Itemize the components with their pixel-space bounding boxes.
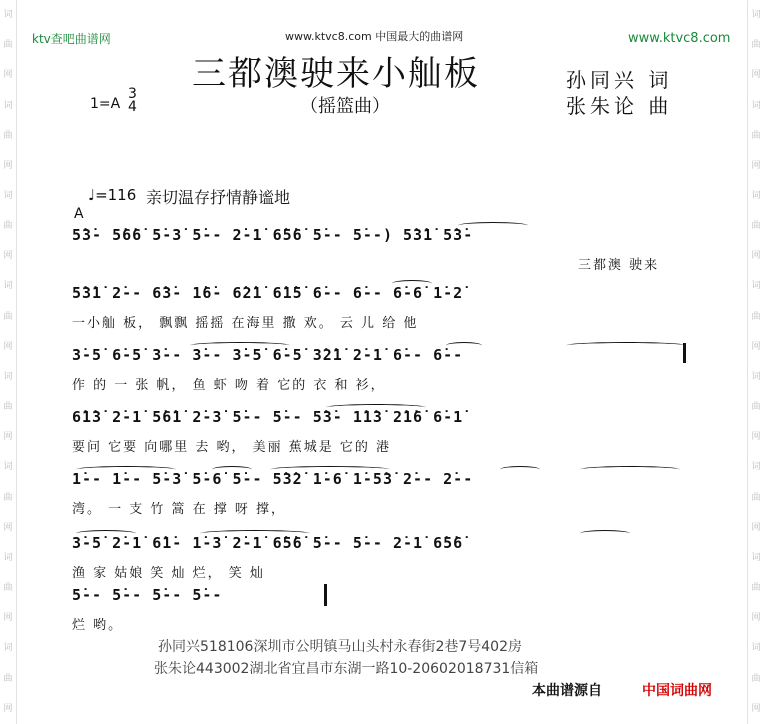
watermark-char: 曲 bbox=[751, 130, 761, 141]
right-watermark-strip bbox=[748, 0, 764, 724]
lyrics-line: 一小舢 板， 飘飘 摇摇 在海里 撒 欢。 云 儿 给 他 bbox=[72, 316, 419, 331]
left-site-link[interactable]: ktv查吧曲谱网 bbox=[32, 32, 111, 46]
watermark-char: 网 bbox=[3, 70, 13, 81]
watermark-char: 曲 bbox=[3, 130, 13, 141]
watermark-char: 词 bbox=[751, 552, 761, 563]
watermark-char: 词 bbox=[751, 371, 761, 382]
watermark-char: 网 bbox=[751, 341, 761, 352]
watermark-char: 曲 bbox=[751, 221, 761, 232]
watermark-char: 网 bbox=[3, 432, 13, 443]
watermark-char: 曲 bbox=[3, 221, 13, 232]
source-site-link[interactable]: 中国词曲网 bbox=[642, 683, 712, 699]
final-barline bbox=[324, 584, 327, 606]
lyrics-line: 渔 家 姑娘 笑 灿 烂， 笑 灿 bbox=[72, 566, 265, 581]
watermark-char: 网 bbox=[3, 522, 13, 533]
watermark-char: 曲 bbox=[3, 492, 13, 503]
expression-marking: 亲切温存抒情静谧地 bbox=[146, 188, 291, 207]
watermark-char: 词 bbox=[3, 462, 13, 473]
right-site-link[interactable]: www.ktvc8.com bbox=[628, 31, 731, 46]
lyrics-line: 要问 它要 向哪里 去 哟， 美丽 蕉城是 它的 港 bbox=[72, 440, 392, 455]
time-signature-top: 3 bbox=[128, 86, 137, 102]
watermark-char: 词 bbox=[751, 100, 761, 111]
repeat-barline bbox=[683, 343, 686, 363]
notation-line: 5̇3̇- 5̇6̇6̇ 5̇-3̇ 5̇-- 2̇-1̇ 6̇5̇6̇ 5̇-- 5̇--) 5̇3̇1̇ 5̇3̇- bbox=[72, 226, 474, 244]
notation-line: 3̇-5̇ 2̇-1̇ 6̇1̇- 1̇-3̇ 2̇-1̇ 6̇5̇6̇ 5̇-- 5̇-- 2̇-1̇ 6̇5̇6̇ bbox=[72, 534, 464, 552]
notation-line: 5̇3̇1̇ 2̇-- 6̇3̇- 1̇6̇- 6̇2̇1̇ 6̇1̇5̇ 6̇-- 6̇-- 6̇-6̇ 1̇-2̇ bbox=[72, 284, 464, 302]
watermark-char: 曲 bbox=[3, 311, 13, 322]
notation-line: 5̇-- 5̇-- 5̇-- 5̇-- bbox=[72, 586, 223, 604]
lyrics-line: 烂 哟。 bbox=[72, 618, 124, 633]
tie-slur bbox=[392, 280, 432, 287]
watermark-char: 曲 bbox=[751, 673, 761, 684]
notation-line: 3̇-5̇ 6̇-5̇ 3̇-- 3̇-- 3̇-5̇ 6̇-5̇ 3̇2̇1̇ 2̇-1̇ 6̇-- 6̇-- bbox=[72, 346, 464, 364]
tie-slur bbox=[76, 530, 136, 537]
tie-slur bbox=[580, 466, 680, 473]
tie-slur bbox=[270, 466, 390, 473]
source-label: 本曲谱源自 bbox=[532, 683, 602, 699]
watermark-char: 词 bbox=[751, 643, 761, 654]
tie-slur bbox=[580, 530, 630, 537]
watermark-char: 词 bbox=[3, 100, 13, 111]
tie-slur bbox=[212, 466, 252, 473]
watermark-char: 词 bbox=[3, 10, 13, 21]
watermark-char: 词 bbox=[3, 643, 13, 654]
watermark-char: 曲 bbox=[3, 402, 13, 413]
tie-slur bbox=[190, 342, 290, 349]
left-watermark-strip bbox=[0, 0, 16, 724]
watermark-char: 词 bbox=[751, 462, 761, 473]
watermark-char: 网 bbox=[3, 613, 13, 624]
watermark-char: 词 bbox=[3, 281, 13, 292]
watermark-char: 曲 bbox=[3, 583, 13, 594]
notation-line: 6̇1̇3̇ 2̇-1̇ 5̇6̇1̇ 2̇-3̇ 5̇-- 5̇-- 5̇3̇- 1̇1̇3̇ 2̇1̇6̇ 6̇-1̇ bbox=[72, 408, 464, 426]
watermark-char: 词 bbox=[3, 191, 13, 202]
lyricist-address: 孙同兴518106深圳市公明镇马山头村永春街2巷7号402房 bbox=[158, 639, 522, 655]
lyrics-line: 三都澳 驶来 bbox=[578, 258, 660, 273]
watermark-char: 网 bbox=[751, 432, 761, 443]
tie-slur bbox=[200, 530, 310, 537]
tie-slur bbox=[500, 466, 540, 473]
watermark-char: 网 bbox=[751, 522, 761, 533]
tie-slur bbox=[446, 342, 482, 349]
watermark-char: 曲 bbox=[751, 40, 761, 51]
watermark-char: 网 bbox=[751, 251, 761, 262]
watermark-char: 网 bbox=[3, 251, 13, 262]
watermark-char: 曲 bbox=[751, 583, 761, 594]
watermark-char: 曲 bbox=[751, 402, 761, 413]
lyrics-line: 作 的 一 张 帆， 鱼 虾 吻 着 它的 衣 和 衫， bbox=[72, 378, 386, 393]
watermark-char: 词 bbox=[3, 552, 13, 563]
watermark-char: 曲 bbox=[751, 492, 761, 503]
watermark-char: 网 bbox=[751, 160, 761, 171]
tie-slur bbox=[76, 466, 176, 473]
tie-slur bbox=[458, 222, 528, 229]
tempo-marking: ♩=116 bbox=[88, 186, 137, 204]
watermark-char: 曲 bbox=[751, 311, 761, 322]
watermark-char: 网 bbox=[3, 341, 13, 352]
watermark-char: 网 bbox=[751, 70, 761, 81]
tie-slur bbox=[566, 342, 686, 349]
watermark-char: 网 bbox=[3, 703, 13, 714]
time-signature bbox=[128, 88, 137, 114]
composer: 张朱论 曲 bbox=[566, 94, 673, 118]
key-signature: 1=A bbox=[90, 96, 121, 112]
tie-slur bbox=[326, 404, 426, 411]
watermark-char: 词 bbox=[751, 281, 761, 292]
watermark-char: 曲 bbox=[3, 673, 13, 684]
lyricist: 孙同兴 词 bbox=[566, 68, 673, 92]
watermark-char: 词 bbox=[751, 191, 761, 202]
watermark-char: 网 bbox=[3, 160, 13, 171]
watermark-char: 曲 bbox=[3, 40, 13, 51]
watermark-char: 词 bbox=[751, 10, 761, 21]
watermark-char: 网 bbox=[751, 613, 761, 624]
notation-line: 1̇-- 1̇-- 5̇-3̇ 5̇-6̇ 5̇-- 5̇3̇2̇ 1̇-6̇ 1̇-5̇3̇ 2̇-- 2̇-- bbox=[72, 470, 474, 488]
lyrics-line: 湾。 一 支 竹 篙 在 撑 呀 撑， bbox=[72, 502, 287, 517]
center-site-banner[interactable]: www.ktvc8.com 中国最大的曲谱网 bbox=[285, 30, 464, 43]
song-title: 三都澳驶来小舢板 bbox=[192, 54, 480, 94]
watermark-char: 网 bbox=[751, 703, 761, 714]
song-subtitle: （摇篮曲） bbox=[300, 96, 390, 117]
rehearsal-mark: A bbox=[74, 206, 84, 222]
time-signature-bottom: 4 bbox=[128, 99, 137, 115]
watermark-char: 词 bbox=[3, 371, 13, 382]
composer-address: 张朱论443002湖北省宜昌市东湖一路10-20602018731信箱 bbox=[154, 661, 539, 677]
